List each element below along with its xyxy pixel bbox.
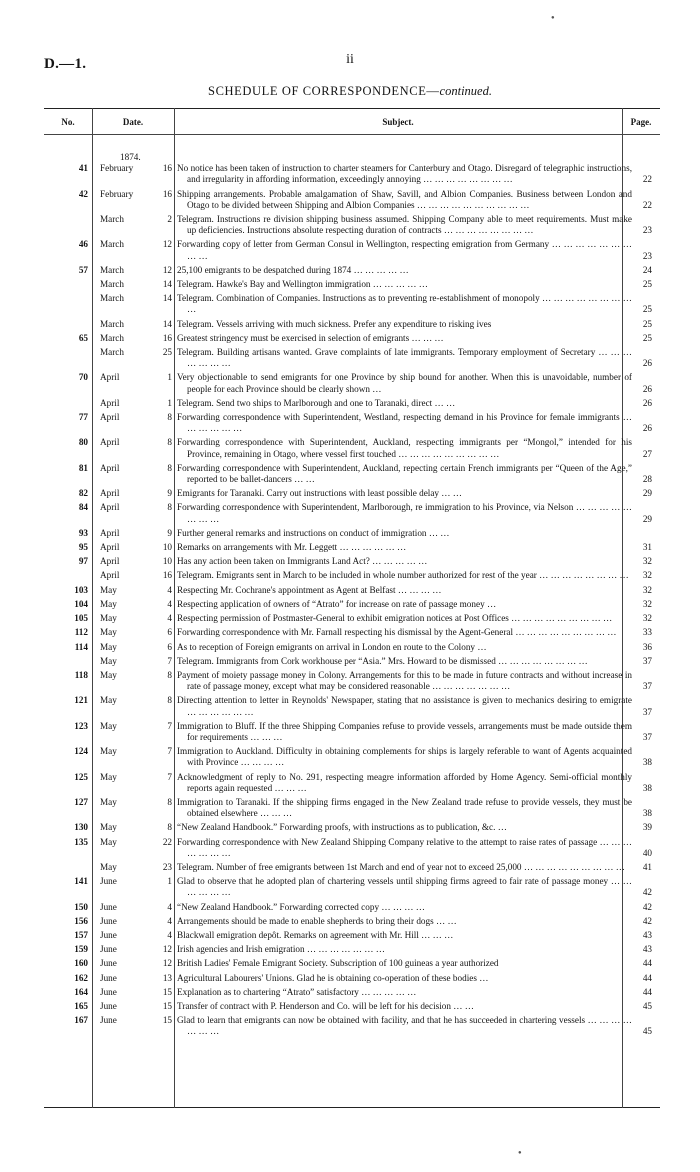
entry-day: 7	[167, 746, 172, 757]
entry-page: 42	[642, 901, 652, 912]
entry-number: 57	[78, 264, 88, 275]
entry-page: 37	[642, 655, 652, 666]
entry-day: 12	[162, 264, 172, 275]
entry-number: 156	[74, 915, 88, 926]
entry-month: April	[100, 527, 120, 538]
entry-subject: Glad to observe that he adopted plan of chartering vessels until shipping firms agreed to fair rate of passage money … … … … … …	[177, 876, 632, 898]
entry-month: March	[100, 332, 124, 343]
schedule-title-continued: continued.	[439, 84, 492, 98]
entry-page: 32	[642, 556, 652, 567]
entry-day: 16	[162, 163, 172, 174]
entry-month: May	[100, 861, 117, 872]
entry-number: 65	[78, 332, 88, 343]
table-row	[44, 627, 660, 638]
entry-month: May	[100, 655, 117, 666]
entry-day: 16	[162, 188, 172, 199]
entry-number: 80	[78, 437, 88, 448]
entry-day: 8	[167, 437, 172, 448]
entry-page: 26	[642, 397, 652, 408]
entry-page: 37	[642, 706, 652, 717]
table-row	[44, 528, 660, 539]
entry-day: 16	[162, 570, 172, 581]
entry-month: June	[100, 929, 117, 940]
entry-page: 38	[642, 782, 652, 793]
entry-subject: Forwarding copy of letter from German Consul in Wellington, respecting emigration from Germany … … … … … … … … …	[177, 239, 632, 261]
entry-day: 16	[162, 332, 172, 343]
entry-subject: Blackwall emigration depôt. Remarks on agreement with Mr. Hill … … …	[177, 929, 454, 940]
entry-page: 40	[642, 847, 652, 858]
entry-subject: Acknowledgment of reply to No. 291, respecting meagre information afforded by Home Agency. Semi-official monthly reports again requested … … …	[177, 771, 632, 793]
entry-month: April	[100, 542, 120, 553]
table-row	[44, 930, 660, 941]
entry-subject: Forwarding correspondence with Superintendent, Auckland, respecting immigrants per “Mongol,” intended for his Province, remaining in Otago, where vessel first touched … … … … … … … … …	[177, 437, 632, 459]
table-row	[44, 293, 660, 315]
entry-subject: British Ladies' Female Emigrant Society. Subscription of 100 guineas a year authorized	[177, 958, 499, 969]
entry-subject: Payment of moiety passage money in Colony. Arrangements for this to be made in future contracts and without increase in rate of passage money, except what may be considered reasonable … … … … … … …	[177, 669, 632, 692]
entry-number: 127	[74, 796, 88, 807]
entry-number: 130	[74, 822, 88, 833]
table-row	[44, 746, 660, 768]
entry-page: 33	[642, 627, 652, 638]
entry-number: 84	[78, 502, 88, 513]
table-row	[44, 916, 660, 927]
table-row	[44, 670, 660, 692]
header-rule	[44, 134, 660, 135]
entry-day: 9	[167, 527, 172, 538]
entry-subject: Forwarding correspondence with Superintendent, Westland, respecting demand in his Province for female immigrants … … … … … …	[177, 412, 632, 434]
entry-month: May	[100, 695, 117, 706]
entry-day: 25	[162, 347, 172, 358]
entry-day: 1	[167, 372, 172, 383]
table-row	[44, 973, 660, 984]
entry-day: 10	[162, 556, 172, 567]
entry-subject: Explanation as to chartering “Atrato” satisfactory … … … … …	[177, 986, 417, 997]
correspondence-list	[44, 152, 660, 1041]
entry-month: April	[100, 488, 120, 499]
entry-number: 141	[74, 876, 88, 887]
entry-number: 162	[74, 972, 88, 983]
entry-month: June	[100, 944, 117, 955]
entry-page: 31	[642, 542, 652, 553]
entry-month: May	[100, 796, 117, 807]
table-row	[44, 239, 660, 261]
entry-number: 157	[74, 929, 88, 940]
year-text: 1874.	[120, 152, 141, 162]
entry-subject: Glad to learn that emigrants can now be obtained with facility, and that he has succeeded in chartering vessels … … … … … … …	[177, 1015, 632, 1037]
table-row	[44, 902, 660, 913]
entry-page: 44	[642, 958, 652, 969]
entry-subject: Forwarding correspondence with Superintendent, Auckland, repecting certain French immigrants per “Queen of the Age,” reported to be ballet-dancers … …	[177, 462, 632, 485]
entry-month: March	[100, 264, 124, 275]
entry-number: 103	[74, 584, 88, 595]
entry-page: 25	[642, 304, 652, 315]
entry-number: 77	[78, 412, 88, 423]
entry-day: 15	[162, 1015, 172, 1026]
entry-number: 150	[74, 901, 88, 912]
entry-page: 32	[642, 613, 652, 624]
entry-number: 164	[74, 986, 88, 997]
entry-month: February	[100, 188, 134, 199]
table-row	[44, 944, 660, 955]
entry-subject: Telegram. Building artisans wanted. Grave complaints of late immigrants. Temporary employment of Secretary … … … … … … …	[177, 347, 632, 369]
entry-day: 22	[162, 836, 172, 847]
entry-subject: No notice has been taken of instruction to charter steamers for Canterbury and Otago. Disregard of telegraphic instructions, and irregularity in affording information, exceedingly annoying … … … … … … … …	[177, 163, 632, 185]
entry-page: 32	[642, 570, 652, 581]
entry-page: 42	[642, 887, 652, 898]
entry-page: 32	[642, 584, 652, 595]
column-header-page: Page.	[630, 117, 652, 127]
entry-month: May	[100, 720, 117, 731]
entry-subject: Telegram. Vessels arriving with much sickness. Prefer any expenditure to risking ives	[177, 318, 492, 329]
entry-subject: Telegram. Emigrants sent in March to be included in whole number authorized for rest of the year … … … … … … … …	[177, 570, 629, 581]
entry-subject: Telegram. Instructions re division shipping business assumed. Shipping Company able to meet requirements. Must make up deficiencies. Instructions absolute respecting duration of contracts … … … … … … … …	[177, 214, 632, 236]
table-row	[44, 876, 660, 898]
table-row	[44, 556, 660, 567]
entry-month: May	[100, 771, 117, 782]
table-row	[44, 772, 660, 794]
entry-day: 15	[162, 1000, 172, 1011]
entry-day: 8	[167, 695, 172, 706]
entry-subject: Immigration to Bluff. If the three Shipping Companies refuse to provide vessels, arrangements must be made outside them for requirements … … …	[177, 720, 632, 742]
entry-page: 44	[642, 972, 652, 983]
entry-number: 104	[74, 598, 88, 609]
entry-page: 43	[642, 944, 652, 955]
entry-month: April	[100, 437, 120, 448]
table-row	[44, 265, 660, 276]
entry-day: 13	[162, 972, 172, 983]
table-row	[44, 398, 660, 409]
entry-month: April	[100, 372, 120, 383]
entry-month: April	[100, 462, 120, 473]
entry-page: 45	[642, 1000, 652, 1011]
entry-subject: Telegram. Number of free emigrants between 1st March and end of year not to exceed 25,000 … … … … … … … … …	[177, 861, 625, 872]
entry-number: 95	[78, 542, 88, 553]
entry-page: 42	[642, 915, 652, 926]
table-row	[44, 437, 660, 459]
entry-subject: 25,100 emigrants to be despatched during 1874 … … … … …	[177, 264, 409, 275]
column-header-no: No.	[61, 117, 75, 127]
entry-month: April	[100, 412, 120, 423]
entry-day: 8	[167, 796, 172, 807]
entry-number: 105	[74, 613, 88, 624]
entry-month: June	[100, 1000, 117, 1011]
table-row	[44, 347, 660, 369]
entry-number: 93	[78, 527, 88, 538]
entry-month: May	[100, 627, 117, 638]
table-row	[44, 862, 660, 873]
entry-number: 124	[74, 746, 88, 757]
table-row	[44, 958, 660, 969]
entry-month: March	[100, 239, 124, 250]
entry-page: 43	[642, 929, 652, 940]
entry-number: 165	[74, 1000, 88, 1011]
entry-page: 37	[642, 731, 652, 742]
table-row	[44, 372, 660, 394]
entry-page: 25	[642, 279, 652, 290]
entry-subject: Telegram. Combination of Companies. Instructions as to preventing re-establishment of monopoly … … … … … … … … …	[177, 293, 632, 315]
entry-day: 7	[167, 655, 172, 666]
entry-subject: As to reception of Foreign emigrants on arrival in London en route to the Colony …	[177, 641, 487, 652]
entry-day: 4	[167, 915, 172, 926]
entry-month: April	[100, 502, 120, 513]
entry-subject: Irish agencies and Irish emigration … … … … … … …	[177, 944, 385, 955]
entry-day: 4	[167, 598, 172, 609]
table-row	[44, 319, 660, 330]
entry-page: 29	[642, 513, 652, 524]
entry-subject: Shipping arrangements. Probable amalgamation of Shaw, Savill, and Albion Companies. Business between London and Otago to be divided between Shipping and Albion Companies … … … … … … … … … …	[177, 188, 632, 210]
entry-page: 23	[642, 250, 652, 261]
entry-number: 82	[78, 488, 88, 499]
entry-month: May	[100, 613, 117, 624]
entry-subject: Immigration to Taranaki. If the shipping firms engaged in the New Zealand trade refuse to provide vessels, they must be obtained elsewhere … … …	[177, 796, 632, 819]
table-row	[44, 189, 660, 211]
entry-month: April	[100, 556, 120, 567]
entry-month: June	[100, 1015, 117, 1026]
entry-day: 8	[167, 462, 172, 473]
entry-subject: “New Zealand Handbook.” Forwarding corrected copy … … … …	[177, 901, 425, 912]
entry-day: 4	[167, 901, 172, 912]
entry-day: 2	[167, 214, 172, 224]
entry-subject: “New Zealand Handbook.” Forwarding proofs, with instructions as to publication, &c. …	[177, 822, 507, 833]
entry-subject: Forwarding correspondence with Mr. Farnall respecting his dismissal by the Agent-General … … … … … … … … …	[177, 627, 617, 638]
entry-number: 121	[74, 695, 88, 706]
entry-page: 27	[642, 448, 652, 459]
entry-month: March	[100, 347, 124, 358]
entry-day: 6	[167, 627, 172, 638]
entry-day: 23	[162, 861, 172, 872]
entry-month: May	[100, 598, 117, 609]
entry-day: 6	[167, 641, 172, 652]
table-row	[44, 987, 660, 998]
entry-day: 14	[162, 318, 172, 329]
entry-number: 135	[74, 836, 88, 847]
entry-subject: Emigrants for Taranaki. Carry out instructions with least possible delay … …	[177, 488, 462, 499]
entry-month: June	[100, 986, 117, 997]
entry-number: 125	[74, 771, 88, 782]
entry-day: 4	[167, 584, 172, 595]
entry-number: 41	[78, 163, 88, 174]
entry-subject: Transfer of contract with P. Henderson and Co. will be left for his decision … …	[177, 1000, 474, 1011]
entry-month: May	[100, 836, 117, 847]
entry-month: April	[100, 570, 120, 581]
entry-subject: Directing attention to letter in Reynolds' Newspaper, stating that no assistance is given to mechanics desiring to emigrate … … … … … …	[177, 695, 632, 717]
entry-day: 15	[162, 986, 172, 997]
entry-page: 26	[642, 423, 652, 434]
entry-day: 1	[167, 876, 172, 887]
table-row	[44, 695, 660, 717]
entry-number: 167	[74, 1015, 88, 1026]
entry-page: 29	[642, 488, 652, 499]
schedule-title-main: SCHEDULE OF CORRESPONDENCE—	[208, 84, 440, 98]
entry-day: 1	[167, 397, 172, 408]
entry-page: 36	[642, 641, 652, 652]
entry-subject: Telegram. Send two ships to Marlborough and one to Taranaki, direct … …	[177, 397, 456, 408]
entry-day: 8	[167, 412, 172, 423]
entry-day: 14	[162, 279, 172, 290]
entry-subject: Greatest stringency must be exercised in selection of emigrants … … …	[177, 332, 444, 343]
entry-day: 10	[162, 542, 172, 553]
table-row	[44, 333, 660, 344]
year-label	[44, 152, 660, 163]
table-row	[44, 797, 660, 819]
table-row	[44, 837, 660, 859]
entry-page: 26	[642, 383, 652, 394]
document-code: D.—1.	[44, 56, 87, 72]
entry-day: 4	[167, 613, 172, 624]
page-number: ii	[346, 52, 354, 67]
table-row	[44, 570, 660, 581]
entry-subject: Has any action been taken on Immigrants Land Act? … … … … …	[177, 556, 428, 567]
entry-page: 23	[642, 225, 652, 236]
entry-month: May	[100, 584, 117, 595]
table-row	[44, 585, 660, 596]
entry-day: 8	[167, 822, 172, 833]
entry-month: June	[100, 972, 117, 983]
entry-subject: Respecting permission of Postmaster-General to exhibit emigration notices at Post Offices … … … … … … … … …	[177, 613, 613, 624]
entry-day: 12	[162, 239, 172, 250]
entry-page: 26	[642, 358, 652, 369]
entry-subject: Respecting application of owners of “Atrato” for increase on rate of passage money …	[177, 598, 497, 609]
table-row	[44, 412, 660, 434]
table-row	[44, 214, 660, 236]
entry-page: 22	[642, 174, 652, 185]
entry-month: June	[100, 915, 117, 926]
entry-month: June	[100, 958, 117, 969]
entry-month: March	[100, 214, 124, 224]
table-row	[44, 613, 660, 624]
entry-number: 160	[74, 958, 88, 969]
entry-month: May	[100, 822, 117, 833]
entry-page: 45	[642, 1026, 652, 1037]
entry-day: 8	[167, 669, 172, 680]
entry-number: 46	[78, 239, 88, 250]
entry-subject: Further general remarks and instructions on conduct of immigration … …	[177, 527, 450, 538]
entry-subject: Very objectionable to send emigrants for one Province by ship bound for another. When this is unavoidable, number of people for each Province should be clearly shown …	[177, 372, 632, 394]
speck-mark: ●	[551, 15, 555, 21]
entry-number: 118	[74, 669, 88, 680]
table-row	[44, 163, 660, 185]
column-header-subject: Subject.	[382, 117, 414, 127]
entry-month: March	[100, 293, 124, 304]
entry-subject: Respecting Mr. Cochrane's appointment as Agent at Belfast … … … …	[177, 584, 442, 595]
entry-subject: Remarks on arrangements with Mr. Leggett … … … … … …	[177, 542, 407, 553]
entry-day: 7	[167, 720, 172, 731]
entry-page: 24	[642, 264, 652, 275]
table-row	[44, 642, 660, 653]
entry-page: 38	[642, 808, 652, 819]
table-row	[44, 599, 660, 610]
entry-day: 14	[162, 293, 172, 304]
entry-day: 12	[162, 944, 172, 955]
entry-subject: Arrangements should be made to enable shepherds to bring their dogs … …	[177, 915, 457, 926]
entry-page: 25	[642, 318, 652, 329]
entry-page: 41	[642, 861, 652, 872]
table-row	[44, 502, 660, 524]
entry-subject: Forwarding correspondence with Superintendent, Marlborough, re immigration to his Province, via Nelson … … … … … … … …	[177, 502, 632, 524]
entry-month: June	[100, 876, 117, 887]
entry-page: 32	[642, 598, 652, 609]
entry-day: 4	[167, 929, 172, 940]
entry-day: 9	[167, 488, 172, 499]
table-row	[44, 1015, 660, 1037]
table-row	[44, 721, 660, 743]
table-row	[44, 542, 660, 553]
entry-number: 81	[78, 462, 88, 473]
table-row	[44, 822, 660, 833]
entry-month: February	[100, 163, 134, 174]
entry-number: 97	[78, 556, 88, 567]
entry-number: 114	[74, 641, 88, 652]
entry-month: March	[100, 318, 124, 329]
table-row	[44, 463, 660, 485]
entry-subject: Telegram. Immigrants from Cork workhouse per “Asia.” Mrs. Howard to be dismissed … … … … … … … …	[177, 655, 588, 666]
entry-subject: Agricultural Labourers' Unions. Glad he is obtaining co-operation of these bodies …	[177, 972, 489, 983]
column-header-date: Date.	[122, 117, 144, 127]
entry-page: 38	[642, 757, 652, 768]
entry-day: 7	[167, 771, 172, 782]
entry-page: 25	[642, 332, 652, 343]
schedule-title	[0, 84, 700, 99]
speck-mark: ●	[518, 1150, 522, 1156]
entry-day: 8	[167, 502, 172, 513]
table-row	[44, 1001, 660, 1012]
entry-number: 112	[74, 627, 88, 638]
entry-month: May	[100, 641, 117, 652]
entry-month: June	[100, 901, 117, 912]
entry-number: 123	[74, 720, 88, 731]
table-row	[44, 488, 660, 499]
entry-page: 39	[642, 822, 652, 833]
entry-subject: Forwarding correspondence with New Zealand Shipping Company relative to the attempt to raise rates of passage … … … … … … …	[177, 836, 632, 858]
entry-month: May	[100, 669, 117, 680]
entry-page: 37	[642, 681, 652, 692]
entry-page: 28	[642, 474, 652, 485]
entry-page: 22	[642, 199, 652, 210]
entry-number: 159	[74, 944, 88, 955]
entry-number: 70	[78, 372, 88, 383]
entry-month: March	[100, 279, 124, 290]
entry-subject: Telegram. Hawke's Bay and Wellington immigration … … … … …	[177, 279, 428, 290]
entry-subject: Immigration to Auckland. Difficulty in obtaining complements for ships is largely referable to want of Agents acquainted with Province … … … …	[177, 746, 632, 768]
table-row	[44, 656, 660, 667]
table-row	[44, 279, 660, 290]
entry-month: April	[100, 397, 120, 408]
entry-month: May	[100, 746, 117, 757]
entry-day: 12	[162, 958, 172, 969]
entry-number: 42	[78, 188, 88, 199]
entry-page: 44	[642, 986, 652, 997]
